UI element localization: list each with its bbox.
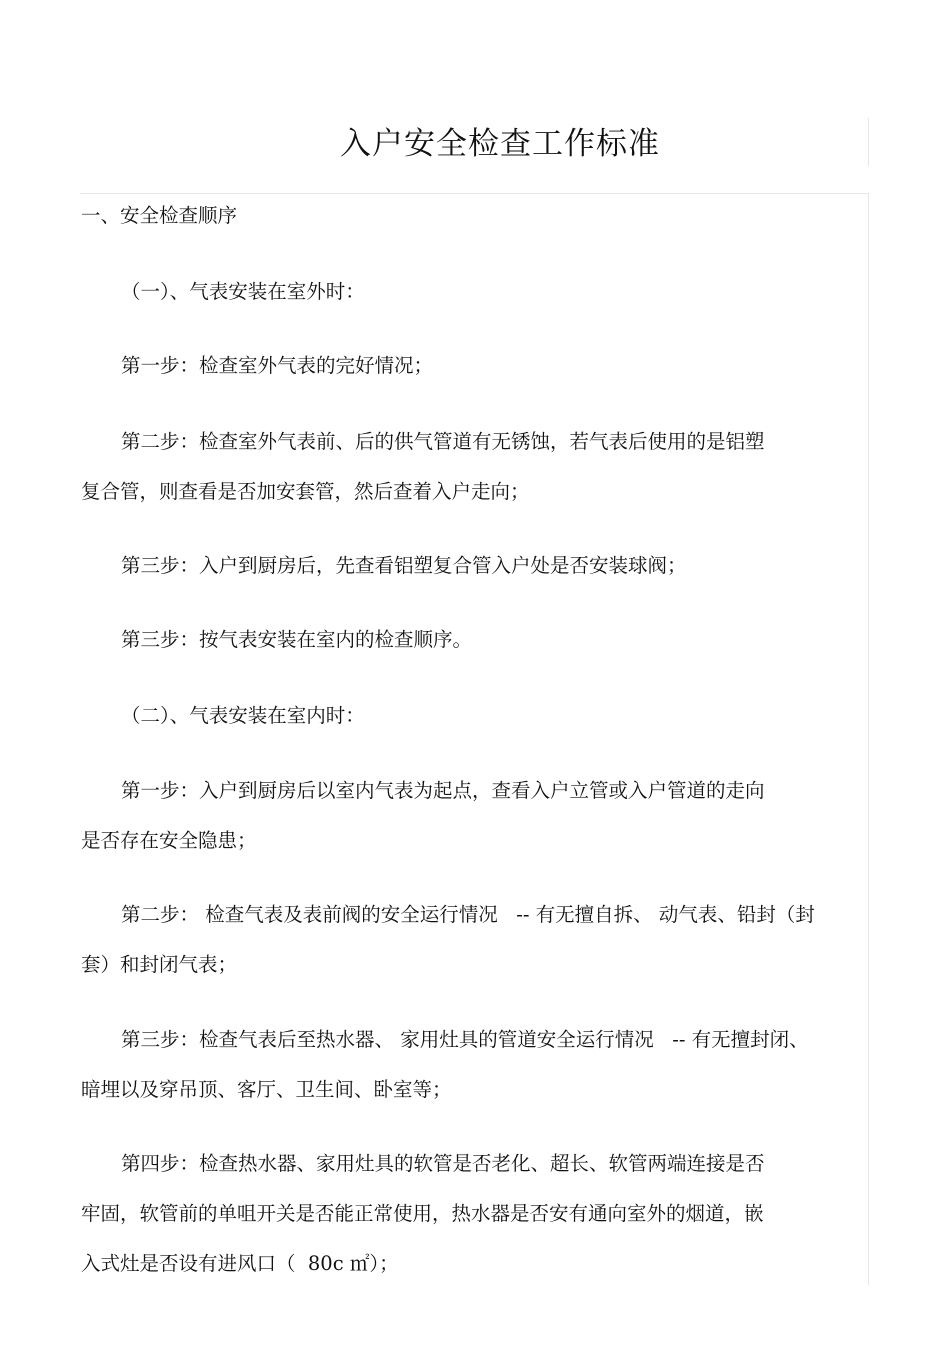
paragraph-line: 第三步：入户到厨房后，先查看铝塑复合管入户处是否安装球阀； (121, 554, 687, 577)
page-border-right (868, 193, 869, 1285)
paragraph-line: 第一步：检查室外气表的完好情况； (121, 354, 434, 377)
section-heading: 一、安全检查顺序 (81, 204, 238, 227)
paragraph-line: 第二步： 检查气表及表前阀的安全运行情况 -- 有无擅自拆、 动气表、铅封（封 (121, 903, 815, 926)
paragraph-line: 第三步：按气表安装在室内的检查顺序。 (121, 628, 473, 651)
subsection-heading: （一）、气表安装在室外时： (121, 280, 365, 303)
subsection-heading: （二）、气表安装在室内时： (121, 704, 365, 727)
paragraph-line: 入式灶是否设有进风口（ 80c ㎡）； (81, 1252, 399, 1275)
paragraph-line: 第二步：检查室外气表前、后的供气管道有无锈蚀，若气表后使用的是铝塑 (121, 430, 765, 453)
paragraph-line: 暗埋以及穿吊顶、客厅、卫生间、卧室等； (81, 1078, 452, 1101)
paragraph-line: 复合管，则查看是否加安套管，然后查着入户走向； (81, 480, 530, 503)
page-border-top (80, 193, 868, 194)
document-title: 入户安全检查工作标准 (340, 126, 660, 162)
paragraph-line: 牢固，软管前的单咀开关是否能正常使用，热水器是否安有通向室外的烟道，嵌 (81, 1202, 764, 1225)
paragraph-line: 第四步：检查热水器、家用灶具的软管是否老化、超长、软管两端连接是否 (121, 1152, 765, 1175)
paragraph-line: 第一步：入户到厨房后以室内气表为起点，查看入户立管或入户管道的走向 (121, 779, 765, 802)
paragraph-line: 是否存在安全隐患； (81, 829, 257, 852)
paragraph-line: 第三步：检查气表后至热水器、 家用灶具的管道安全运行情况 -- 有无擅封闭、 (121, 1028, 809, 1051)
paragraph-line: 套）和封闭气表； (81, 953, 238, 976)
